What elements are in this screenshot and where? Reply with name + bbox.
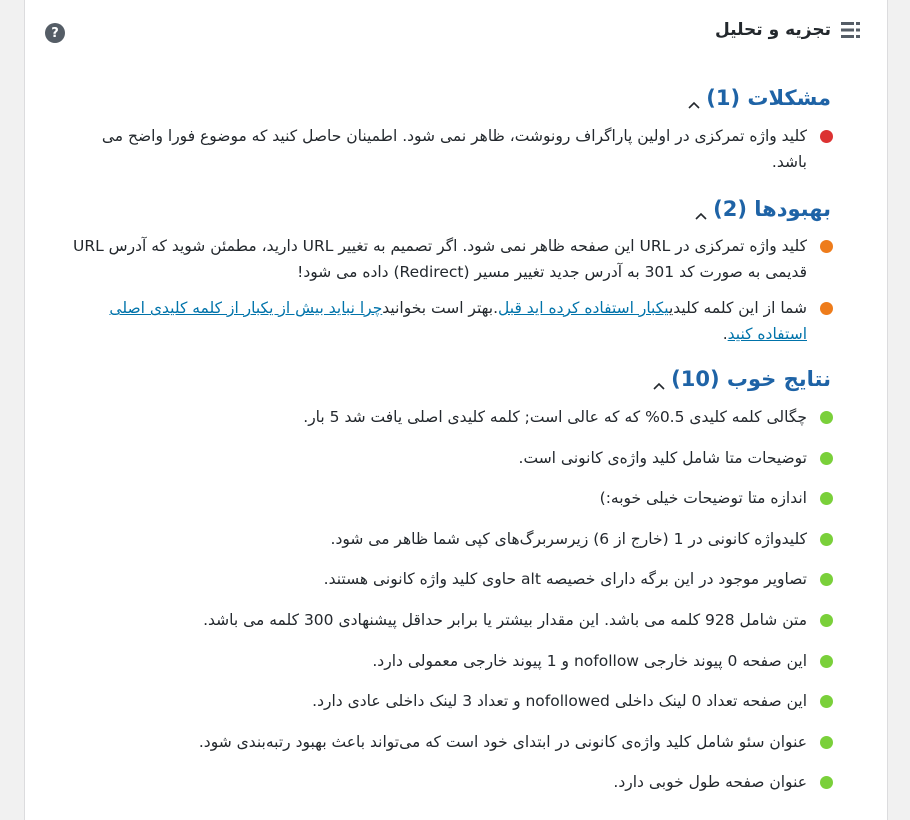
good-result-item (67, 729, 807, 755)
section-good-results-toggle[interactable] (653, 367, 831, 391)
good-result-text: عنوان صفحه طول خوبی دارد. (613, 773, 807, 791)
good-result-text: توضیحات متا شامل کلید واژه‌ی کانونی است. (518, 449, 807, 467)
improvement-text-middle: .بهتر است بخوانید (382, 299, 499, 317)
good-result-text: چگالی کلمه کلیدی 0.5% که که عالی است; کلمه کلیدی اصلی یافت شد 5 بار. (303, 408, 807, 426)
good-result-item (67, 607, 807, 633)
list-icon (841, 21, 861, 39)
header-title-wrap (715, 20, 861, 40)
good-result-item (67, 648, 807, 674)
caret-up-icon (688, 94, 700, 102)
good-result-item (67, 485, 807, 511)
good-result-item (67, 566, 807, 592)
good-result-item (67, 445, 807, 471)
panel-title: تجزیه و تحلیل (715, 20, 831, 40)
section-good-results-title: نتایج خوب (10) (671, 367, 831, 391)
green-bullet-icon (820, 452, 833, 465)
why-not-reuse-keyword-link[interactable]: چرا نباید بیش از یکبار از کلمه کلیدی اصلی استفاده کنید (109, 299, 807, 343)
red-bullet-icon (820, 130, 833, 143)
improvement-item (67, 233, 807, 285)
keyword-used-before-link[interactable]: یکبار استفاده کرده اید قبل (498, 299, 669, 317)
section-problems-title: مشکلات (1) (706, 86, 831, 110)
problem-text: کلید واژه تمرکزی در اولین پاراگراف رونوشت، ظاهر نمی شود. اطمینان حاصل کنید که موضوع فورا واضح می باشد. (101, 127, 807, 171)
improvement-text-suffix: . (722, 325, 728, 343)
good-result-item (67, 404, 807, 430)
green-bullet-icon (820, 573, 833, 586)
section-problems-toggle[interactable] (688, 86, 831, 110)
green-bullet-icon (820, 695, 833, 708)
green-bullet-icon (820, 533, 833, 546)
section-improvements-toggle[interactable] (695, 197, 831, 221)
improvement-text-prefix: شما از این کلمه کلیدی (668, 299, 807, 317)
green-bullet-icon (820, 411, 833, 424)
orange-bullet-icon (820, 302, 833, 315)
improvement-item (67, 295, 807, 347)
help-icon[interactable]: ? (45, 23, 65, 43)
section-improvements-title: بهبودها (2) (713, 197, 831, 221)
good-result-item (67, 769, 807, 795)
good-result-text: عنوان سئو شامل کلید واژه‌ی کانونی در ابتدای خود است که می‌تواند باعث بهبود رتبه‌بندی شود. (198, 733, 807, 751)
improvement-text: کلید واژه تمرکزی در URL این صفحه ظاهر نمی شود. اگر تصمیم به تغییر URL دارید، مطمئن شوید که آدرس URL قدیمی به صورت کد 301 به آدرس جدید تغییر مسیر (Redirect) داده می شود! (72, 237, 807, 281)
analysis-panel (24, 0, 888, 820)
green-bullet-icon (820, 736, 833, 749)
good-result-text: کلیدواژه کانونی در 1 (خارج از 6) زیرسربرگ‌های کپی شما ظاهر می شود. (330, 530, 807, 548)
green-bullet-icon (820, 655, 833, 668)
good-result-text: این صفحه تعداد 0 لینک داخلی nofollowed و تعداد 3 لینک داخلی عادی دارد. (312, 692, 807, 710)
good-result-text: متن شامل 928 کلمه می باشد. این مقدار بیشتر یا برابر حداقل پیشنهادی 300 کلمه می باشد. (203, 611, 807, 629)
good-result-text: تصاویر موجود در این برگه دارای خصیصه alt حاوی کلید واژه کانونی هستند. (323, 570, 807, 588)
caret-up-icon (653, 375, 665, 383)
green-bullet-icon (820, 776, 833, 789)
green-bullet-icon (820, 492, 833, 505)
good-result-item (67, 526, 807, 552)
good-result-text: این صفحه 0 پیوند خارجی nofollow و 1 پیوند خارجی معمولی دارد. (372, 652, 807, 670)
panel-header (45, 20, 861, 46)
problem-item (67, 123, 807, 175)
green-bullet-icon (820, 614, 833, 627)
good-result-item (67, 688, 807, 714)
caret-up-icon (695, 205, 707, 213)
orange-bullet-icon (820, 240, 833, 253)
good-result-text: اندازه متا توضیحات خیلی خوبه:) (599, 489, 807, 507)
